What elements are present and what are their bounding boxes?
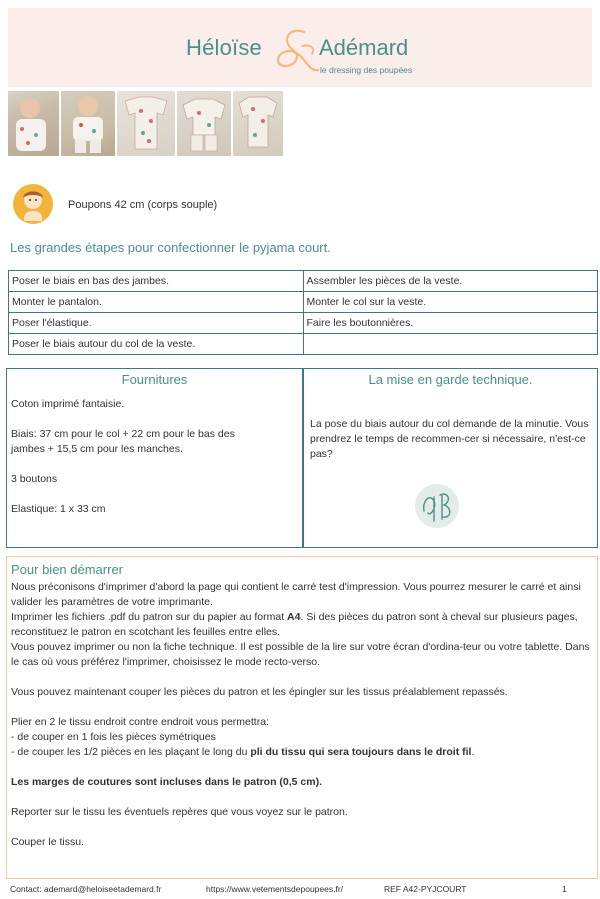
- step-cell: Monter le col sur la veste.: [303, 292, 598, 313]
- step-cell: Assembler les pièces de la veste.: [303, 271, 598, 292]
- step-cell: Faire les boutonnières.: [303, 313, 598, 334]
- start-paragraph-fold: Plier en 2 le tissu endroit contre endroit vous permettra:: [11, 716, 269, 728]
- page-header: [8, 8, 592, 87]
- step-cell: Poser le biais en bas des jambes.: [9, 271, 304, 292]
- brand-monogram-icon: [408, 477, 466, 535]
- fournitures-bias-2: jambes + 15,5 cm pour les manches.: [11, 443, 183, 455]
- product-photo-1: [8, 91, 59, 156]
- fournitures-buttons: 3 boutons: [11, 473, 58, 485]
- start-paragraph-cut-fabric: Couper le tissu.: [11, 836, 84, 848]
- table-row: [9, 334, 598, 355]
- step-cell: Poser l'élastique.: [9, 313, 304, 334]
- step-cell: Monter le pantalon.: [9, 292, 304, 313]
- step-cell: [303, 334, 598, 355]
- footer-page-number: 1: [562, 884, 567, 894]
- start-paragraph-print-test: Nous préconisons d'imprimer d'abord la page qui contient le carré test d'impression. Vous pourrez mesurer le carré et ainsi valider les paramètres de votre imprimante.: [11, 581, 581, 608]
- fournitures-bias-1: Biais: 37 cm pour le col + 22 cm pour le bas des: [11, 428, 235, 440]
- product-photo-2: [61, 91, 115, 156]
- product-photo-3: [117, 91, 175, 156]
- steps-table: [8, 270, 598, 355]
- fournitures-box: [6, 368, 303, 548]
- ampersand-logo-icon: [266, 26, 326, 82]
- product-photo-4: [177, 91, 231, 156]
- steps-title: Les grandes étapes pour confectionner le pyjama court.: [10, 240, 331, 255]
- fournitures-title: Fournitures: [121, 372, 188, 387]
- footer-website-link[interactable]: https://www.vetementsdepoupees.fr/: [206, 884, 344, 894]
- start-paragraph-cut-pattern: Vous pouvez maintenant couper les pièces du patron et les épingler sur les tissus préalablement repassés.: [11, 686, 508, 698]
- product-photo-5: [233, 91, 283, 156]
- start-bullet-fold-line: - de couper les 1/2 pièces en les plaçant le long du pli du tissu qui sera toujours dans le droit fil.: [11, 746, 475, 758]
- table-row: [9, 271, 598, 292]
- brand-tagline: le dressing des poupées: [320, 65, 413, 75]
- brand-name-right: Adémard: [319, 35, 409, 60]
- getting-started-section: [6, 556, 598, 879]
- table-row: [9, 313, 598, 334]
- getting-started-title: Pour bien démarrer: [11, 562, 123, 577]
- start-seam-allowance-note: Les marges de coutures sont incluses dans le patron (0,5 cm).: [11, 776, 323, 788]
- fournitures-fabric: Coton imprimé fantaisie.: [11, 398, 125, 410]
- footer-contact-email[interactable]: Contact: ademard@heloiseetademard.fr: [10, 884, 162, 894]
- brand-name-left: Héloïse: [186, 35, 262, 60]
- footer-reference: REF A42-PYJCOURT: [384, 884, 467, 894]
- start-paragraph-marks: Reporter sur le tissu les éventuels repères que vous voyez sur le patron.: [11, 806, 348, 818]
- doll-model-label: Poupons 42 cm (corps souple): [68, 199, 218, 211]
- technical-warning-title: La mise en garde technique.: [368, 372, 533, 387]
- start-paragraph-print-files: Imprimer les fichiers .pdf du patron sur du papier au format A4. Si des pièces du patron sont à cheval sur plusieurs pages, reconstituez le patron en scotchant les feuilles entre elles.: [11, 611, 578, 638]
- technical-warning-text: La pose du biais autour du col demande de la minutie. Vous prendrez le temps de recommen-cer si nécessaire, n'est-ce pas?: [310, 418, 589, 460]
- technical-warning-box: [303, 368, 598, 548]
- start-paragraph-technical-sheet: Vous pouvez imprimer ou non la fiche technique. Il est possible de la lire sur votre écran d'ordina-teur ou votre tablette. Dans le cas où vous préférez l'imprimer, choisissez le mode recto-verso.: [11, 641, 590, 668]
- table-row: [9, 292, 598, 313]
- product-photo-strip: [8, 91, 283, 156]
- step-cell: Poser le biais autour du col de la veste.: [9, 334, 304, 355]
- start-bullet-symmetric: - de couper en 1 fois les pièces symétriques: [11, 731, 216, 743]
- fournitures-elastic: Elastique: 1 x 33 cm: [11, 503, 106, 515]
- doll-model-icon: [12, 183, 54, 225]
